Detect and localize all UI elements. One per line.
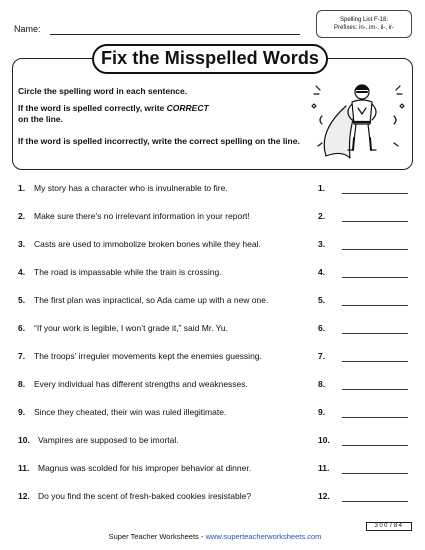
question-row: [0, 323, 425, 337]
instruction-correct-keyword: CORRECT: [166, 103, 209, 113]
answer-line[interactable]: [342, 277, 408, 278]
footer-separator: -: [198, 532, 206, 541]
footer-url-link[interactable]: www.superteacherworksheets.com: [205, 532, 322, 541]
answer-number: 8.: [318, 379, 326, 389]
answer-number: 10.: [318, 435, 330, 445]
name-line[interactable]: [50, 34, 300, 35]
question-sentence[interactable]: “If your work is legible, I won’t grade it,” said Mr. Yu.: [34, 323, 229, 333]
question-sentence[interactable]: The first plan was inpractical, so Ada came up with a new one.: [34, 295, 269, 305]
answer-line[interactable]: [342, 389, 408, 390]
question-row: [0, 183, 425, 197]
answer-line[interactable]: [342, 333, 408, 334]
question-sentence[interactable]: The road is impassable while the train is crossing.: [34, 267, 222, 277]
answer-line[interactable]: [342, 501, 408, 502]
spelling-list-prefixes: Prefixes: in-, im-, il-, ir-: [334, 25, 394, 31]
question-number: 8.: [18, 379, 26, 389]
question-number: 1.: [18, 183, 26, 193]
question-row: [0, 379, 425, 393]
answer-line[interactable]: [342, 193, 408, 194]
question-row: [0, 239, 425, 253]
answer-line[interactable]: [342, 445, 408, 446]
answer-number: 9.: [318, 407, 326, 417]
question-row: [0, 407, 425, 421]
answer-line[interactable]: [342, 305, 408, 306]
instruction-correct-pre: If the word is spelled correctly, write: [18, 103, 167, 113]
question-number: 12.: [18, 491, 30, 501]
question-row: [0, 267, 425, 281]
question-sentence[interactable]: Vampires are supposed to be imortal.: [38, 435, 179, 445]
answer-line[interactable]: [342, 221, 408, 222]
question-row: [0, 211, 425, 225]
question-row: [0, 463, 425, 477]
answer-line[interactable]: [342, 473, 408, 474]
question-sentence[interactable]: The troops’ irreguler movements kept the enemies guessing.: [34, 351, 262, 361]
question-number: 2.: [18, 211, 26, 221]
answer-number: 7.: [318, 351, 326, 361]
answer-number: 4.: [318, 267, 326, 277]
answer-number: 2.: [318, 211, 326, 221]
question-sentence[interactable]: Since they cheated, their win was ruled illegitimate.: [34, 407, 227, 417]
question-row: [0, 351, 425, 365]
answer-line[interactable]: [342, 417, 408, 418]
answer-number: 3.: [318, 239, 326, 249]
question-number: 10.: [18, 435, 30, 445]
question-number: 3.: [18, 239, 26, 249]
footer-brand: Super Teacher Worksheets: [108, 532, 199, 541]
answer-number: 6.: [318, 323, 326, 333]
question-row: [0, 491, 425, 505]
question-number: 11.: [18, 463, 30, 473]
answer-number: 1.: [318, 183, 326, 193]
instruction-incorrect: If the word is spelled incorrectly, write the correct spelling on the line.: [18, 136, 300, 146]
question-number: 5.: [18, 295, 26, 305]
spelling-list-box: [316, 10, 412, 38]
answer-number: 5.: [318, 295, 326, 305]
question-number: 6.: [18, 323, 26, 333]
question-row: [0, 435, 425, 449]
page-title: Fix the Misspelled Words: [92, 44, 328, 74]
name-label: Name:: [14, 24, 41, 34]
question-row: [0, 295, 425, 309]
instruction-correct-post: on the line.: [18, 114, 63, 124]
question-number: 7.: [18, 351, 26, 361]
footer: [80, 532, 350, 541]
question-number: 9.: [18, 407, 26, 417]
answer-line[interactable]: [342, 361, 408, 362]
answer-number: 11.: [318, 463, 330, 473]
question-sentence[interactable]: Do you find the scent of fresh-baked cookies iresistable?: [38, 491, 252, 501]
answer-number: 12.: [318, 491, 330, 501]
question-sentence[interactable]: Casts are used to immobolize broken bones while they heal.: [34, 239, 261, 249]
answer-line[interactable]: [342, 249, 408, 250]
spelling-list-title: Spelling List F-18:: [339, 17, 389, 23]
instruction-correct: [18, 103, 308, 125]
question-sentence[interactable]: Magnus was scolded for his improper behavior at dinner.: [38, 463, 252, 473]
name-field: [14, 22, 314, 36]
superhero-icon: [308, 76, 408, 164]
question-sentence[interactable]: Every individual has different strengths and weaknesses.: [34, 379, 248, 389]
question-sentence[interactable]: My story has a character who is invulnerable to fire.: [34, 183, 228, 193]
question-sentence[interactable]: Make sure there’s no irrelevant information in your report!: [34, 211, 250, 221]
instruction-circle: Circle the spelling word in each sentence.: [18, 86, 188, 96]
worksheet-code: 300784: [366, 522, 412, 531]
question-number: 4.: [18, 267, 26, 277]
